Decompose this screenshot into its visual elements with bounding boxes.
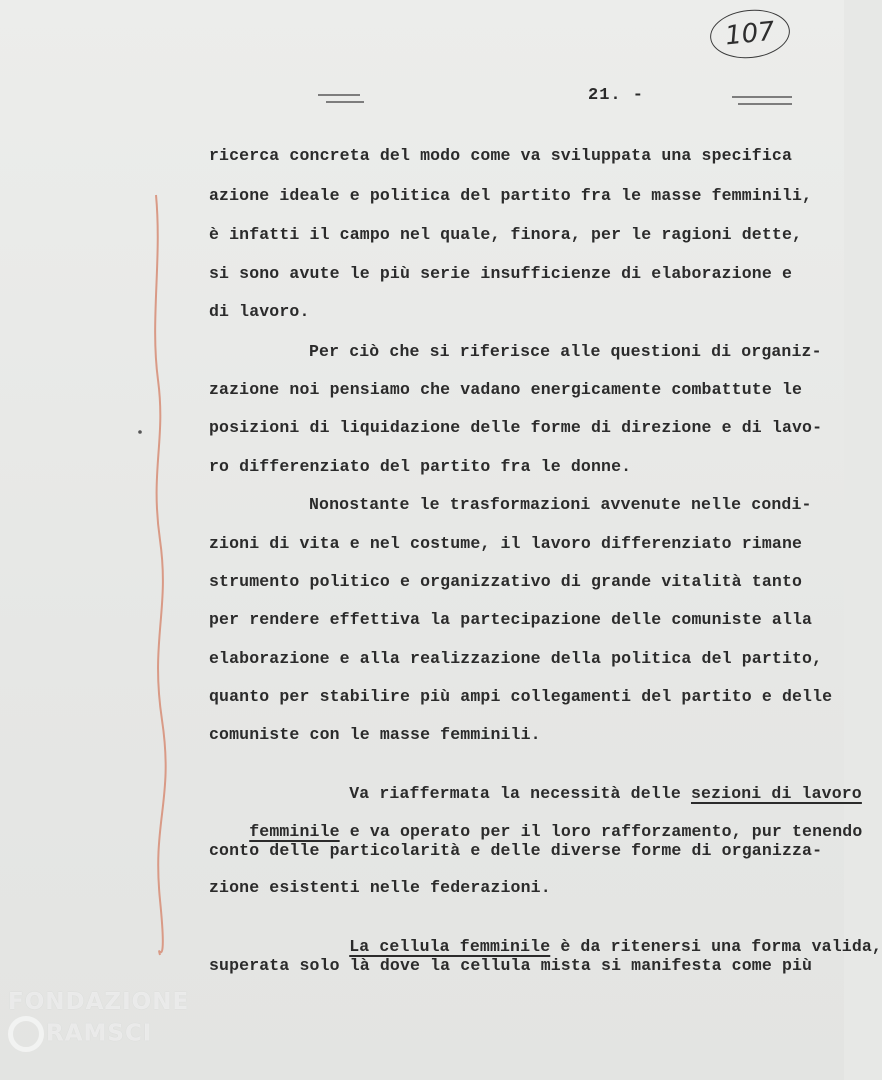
text-line-20: zione esistenti nelle federazioni.	[209, 878, 551, 897]
text-line-5: di lavoro.	[209, 302, 310, 321]
text-line-3: è infatti il campo nel quale, finora, per le ragioni dette,	[209, 225, 803, 244]
text-line-7: zazione noi pensiamo che vadano energicamente combattute le	[209, 380, 803, 399]
text-line-22: superata solo là dove la cellula mista si manifesta come più	[209, 956, 813, 975]
text-line-13: per rendere effettiva la partecipazione delle comuniste alla	[209, 610, 813, 629]
text-line-17-start: Va riaffermata la necessità delle	[349, 784, 691, 803]
fondazione-gramsci-watermark	[8, 988, 189, 1052]
text-line-21-rest: è da ritenersi una forma valida,	[550, 937, 882, 956]
text-line-4: si sono avute le più serie insufficienze di elaborazione e	[209, 264, 792, 283]
margin-dot	[138, 430, 142, 434]
text-line-9: ro differenziato del partito fra le donne.	[209, 457, 632, 476]
g-logo-icon	[8, 1016, 44, 1052]
text-line-11: zioni di vita e nel costume, il lavoro differenziato rimane	[209, 534, 803, 553]
underlined-la-cellula-femminile: La cellula femminile	[349, 937, 551, 956]
text-line-16: comuniste con le masse femminili.	[209, 725, 541, 744]
watermark-line-2: RAMSCI	[46, 1020, 153, 1047]
text-line-6: Per ciò che si riferisce alle questioni di organiz-	[309, 342, 822, 361]
watermark-line-2-row	[8, 1016, 189, 1052]
page-number: 21. -	[588, 86, 645, 105]
underlined-femminile: femminile	[249, 822, 340, 841]
text-line-15: quanto per stabilire più ampi collegamenti del partito e delle	[209, 687, 833, 706]
underlined-sezioni-di-lavoro: sezioni di lavoro	[690, 784, 862, 803]
text-line-10: Nonostante le trasformazioni avvenute nelle condi-	[309, 495, 812, 514]
text-line-12: strumento politico e organizzativo di grande vitalità tanto	[209, 572, 803, 591]
text-line-8: posizioni di liquidazione delle forme di direzione e di lavo-	[209, 418, 823, 437]
archive-number: 107	[708, 6, 793, 62]
text-line-1: ricerca concreta del modo come va sviluppata una specifica	[209, 146, 792, 165]
watermark-line-1: FONDAZIONE	[8, 989, 190, 1015]
text-line-14: elaborazione e alla realizzazione della politica del partito,	[209, 649, 823, 668]
text-line-18-rest: e va operato per il loro rafforzamento, pur tenendo	[339, 822, 863, 841]
text-line-19: conto delle particolarità e delle diverse forme di organizza-	[209, 841, 823, 860]
text-line-2: azione ideale e politica del partito fra le masse femminili,	[209, 186, 813, 205]
